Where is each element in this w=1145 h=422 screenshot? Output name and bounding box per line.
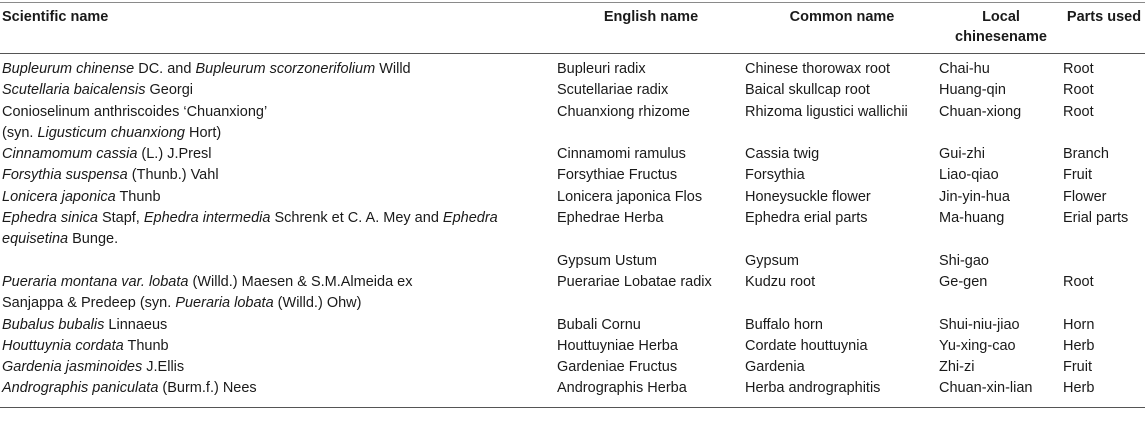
name-text: Sanjappa & Predeep (syn. xyxy=(2,295,176,312)
english-name-cell: Cinnamomi ramulus xyxy=(557,146,686,163)
local-name-cell: Ge-gen xyxy=(939,273,988,290)
local-name-cell: Zhi-zi xyxy=(939,359,975,376)
table-row xyxy=(0,123,1145,144)
table-row xyxy=(0,80,1145,101)
name-text: Conioselinum anthriscoides ‘Chuanxiong’ xyxy=(2,103,268,120)
common-name-cell: Cordate houttuynia xyxy=(745,337,868,354)
table-header xyxy=(0,3,1145,54)
scientific-name-cell xyxy=(0,208,557,229)
italic-taxon: Bupleurum chinense xyxy=(2,61,135,77)
common-name-cell: Gypsum xyxy=(745,252,799,269)
parts-used-cell: Branch xyxy=(1063,146,1109,163)
common-name-cell: Honeysuckle flower xyxy=(745,188,871,205)
name-text: (Willd.) Ohw) xyxy=(273,295,362,312)
scientific-name-cell xyxy=(0,251,557,272)
common-name-cell: Buffalo horn xyxy=(745,316,823,333)
parts-used-cell: Fruit xyxy=(1063,167,1092,184)
parts-used-cell: Root xyxy=(1063,103,1094,120)
common-name-cell: Baical skullcap root xyxy=(745,82,870,99)
italic-taxon: equisetina xyxy=(2,231,69,248)
italic-taxon: Gardenia jasminoides xyxy=(2,359,143,376)
name-text: Bunge. xyxy=(68,231,119,248)
italic-taxon: Pueraria lobata xyxy=(175,295,274,312)
italic-taxon: Bupleurum scorzonerifolium xyxy=(195,61,376,77)
table-row xyxy=(0,315,1145,336)
common-name-cell: Herba andrographitis xyxy=(745,380,881,397)
english-name-cell: Gardeniae Fructus xyxy=(557,359,678,376)
english-name-cell xyxy=(557,293,745,314)
english-name-cell: Gypsum Ustum xyxy=(557,252,657,269)
name-text: Hort) xyxy=(184,124,222,141)
table-row xyxy=(0,336,1145,357)
name-text: DC. and xyxy=(134,61,196,77)
name-text: Georgi xyxy=(145,82,194,99)
common-name-cell: Cassia twig xyxy=(745,146,820,163)
italic-taxon: Ephedra xyxy=(442,210,498,227)
name-text: (Thunb.) Vahl xyxy=(127,167,219,184)
english-name-cell: Chuanxiong rhizome xyxy=(557,103,690,120)
scientific-name-cell xyxy=(0,54,557,81)
parts-used-cell: Fruit xyxy=(1063,359,1092,376)
name-text: Willd xyxy=(375,61,411,77)
table-row xyxy=(0,208,1145,229)
local-name-cell: Huang-qin xyxy=(939,82,1006,99)
common-name-cell: Forsythia xyxy=(745,167,805,184)
english-name-cell: Bupleuri radix xyxy=(557,61,646,77)
common-name-cell xyxy=(745,229,939,250)
parts-used-cell xyxy=(1063,229,1145,250)
common-name-cell xyxy=(745,293,939,314)
english-name-cell: Scutellariae radix xyxy=(557,82,669,99)
scientific-name-cell xyxy=(0,165,557,186)
parts-used-cell: Root xyxy=(1063,273,1094,290)
scientific-name-cell xyxy=(0,293,557,314)
english-name-cell: Bubali Cornu xyxy=(557,316,641,333)
header-local-chinese-name: Local chinesename xyxy=(939,3,1063,54)
common-name-cell: Kudzu root xyxy=(745,273,816,290)
name-text: (syn. xyxy=(2,124,38,141)
local-name-cell xyxy=(939,123,1063,144)
italic-taxon: Bubalus bubalis xyxy=(2,316,105,333)
italic-taxon: Andrographis paniculata xyxy=(2,380,159,397)
scientific-name-cell xyxy=(0,144,557,165)
name-text: Schrenk et C. A. Mey and xyxy=(270,210,443,227)
common-name-cell xyxy=(745,123,939,144)
italic-taxon: Ephedra sinica xyxy=(2,210,98,227)
scientific-name-cell xyxy=(0,315,557,336)
common-name-cell: Chinese thorowax root xyxy=(745,61,891,77)
english-name-cell: Ephedrae Herba xyxy=(557,210,664,227)
name-text: Thunb xyxy=(123,337,169,354)
table-row xyxy=(0,378,1145,407)
table-row xyxy=(0,187,1145,208)
table-row xyxy=(0,251,1145,272)
parts-used-cell: Herb xyxy=(1063,380,1095,397)
local-name-cell: Yu-xing-cao xyxy=(939,337,1016,354)
local-name-cell: Ma-huang xyxy=(939,210,1005,227)
scientific-name-cell xyxy=(0,357,557,378)
table-row xyxy=(0,102,1145,123)
italic-taxon: Lonicera japonica xyxy=(2,188,116,205)
name-text: Stapf, xyxy=(97,210,144,227)
english-name-cell: Forsythiae Fructus xyxy=(557,167,678,184)
local-name-cell xyxy=(939,293,1063,314)
table-row xyxy=(0,165,1145,186)
local-name-cell: Shui-niu-jiao xyxy=(939,316,1020,333)
table-body xyxy=(0,54,1145,408)
table-row xyxy=(0,293,1145,314)
table-row xyxy=(0,144,1145,165)
local-name-cell: Chuan-xin-lian xyxy=(939,380,1033,397)
header-row xyxy=(0,3,1145,54)
parts-used-cell: Herb xyxy=(1063,337,1095,354)
scientific-name-cell xyxy=(0,187,557,208)
header-common-name: Common name xyxy=(745,3,939,54)
parts-used-cell: Root xyxy=(1063,82,1094,99)
local-name-cell: Shi-gao xyxy=(939,252,989,269)
scientific-name-cell xyxy=(0,229,557,250)
local-name-cell xyxy=(939,229,1063,250)
english-name-cell xyxy=(557,229,745,250)
english-name-cell xyxy=(557,123,745,144)
italic-taxon: Forsythia suspensa xyxy=(2,167,128,184)
name-text: Linnaeus xyxy=(104,316,168,333)
english-name-cell: Houttuyniae Herba xyxy=(557,337,678,354)
local-name-cell: Gui-zhi xyxy=(939,146,985,163)
scientific-name-cell xyxy=(0,123,557,144)
parts-used-cell xyxy=(1063,251,1145,272)
italic-taxon: Cinnamomum cassia xyxy=(2,146,138,163)
local-name-cell: Liao-qiao xyxy=(939,167,999,184)
common-name-cell: Ephedra erial parts xyxy=(745,210,868,227)
header-parts-used: Parts used xyxy=(1063,3,1145,54)
english-name-cell: Lonicera japonica Flos xyxy=(557,188,703,205)
table-row xyxy=(0,54,1145,81)
name-text: (L.) J.Presl xyxy=(137,146,212,163)
parts-used-cell xyxy=(1063,123,1145,144)
name-text: (Burm.f.) Nees xyxy=(158,380,257,397)
italic-taxon: Pueraria montana var. lobata xyxy=(2,273,189,290)
name-text: J.Ellis xyxy=(142,359,185,376)
common-name-cell: Rhizoma ligustici wallichii xyxy=(745,103,908,120)
herbs-table xyxy=(0,2,1145,408)
table-row xyxy=(0,272,1145,293)
local-name-cell: Chai-hu xyxy=(939,61,990,77)
scientific-name-cell xyxy=(0,336,557,357)
scientific-name-cell xyxy=(0,272,557,293)
scientific-name-cell xyxy=(0,378,557,407)
english-name-cell: Puerariae Lobatae radix xyxy=(557,273,712,290)
scientific-name-cell xyxy=(0,80,557,101)
italic-taxon: Houttuynia cordata xyxy=(2,337,124,354)
name-text: (Willd.) Maesen & S.M.Almeida ex xyxy=(188,273,413,290)
parts-used-cell: Erial parts xyxy=(1063,210,1129,227)
name-text: Thunb xyxy=(115,188,161,205)
english-name-cell: Andrographis Herba xyxy=(557,380,687,397)
parts-used-cell: Flower xyxy=(1063,188,1107,205)
italic-taxon: Scutellaria baicalensis xyxy=(2,82,146,99)
header-english-name: English name xyxy=(557,3,745,54)
italic-taxon: Ligusticum chuanxiong xyxy=(37,124,185,141)
italic-taxon: Ephedra intermedia xyxy=(143,210,271,227)
parts-used-cell: Horn xyxy=(1063,316,1095,333)
parts-used-cell xyxy=(1063,293,1145,314)
local-name-cell: Jin-yin-hua xyxy=(939,188,1010,205)
table-row xyxy=(0,357,1145,378)
parts-used-cell: Root xyxy=(1063,61,1094,77)
table-row xyxy=(0,229,1145,250)
header-scientific-name: Scientific name xyxy=(0,3,557,54)
common-name-cell: Gardenia xyxy=(745,359,805,376)
local-name-cell: Chuan-xiong xyxy=(939,103,1022,120)
scientific-name-cell xyxy=(0,102,557,123)
